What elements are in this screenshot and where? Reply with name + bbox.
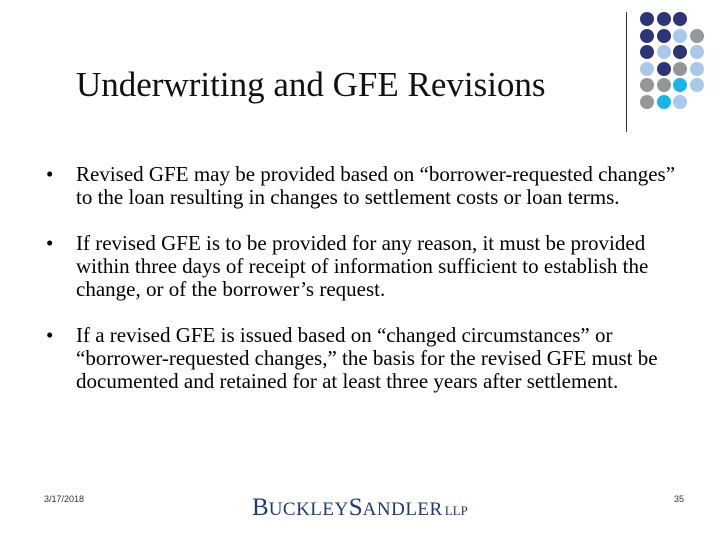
- logo-text-llp: LLP: [444, 503, 468, 518]
- decorative-dot: [657, 12, 671, 26]
- decorative-dot: [690, 62, 704, 76]
- decorative-dot: [673, 78, 687, 92]
- bullet-item: [46, 232, 686, 301]
- decorative-dot: [640, 78, 654, 92]
- decorative-dot: [640, 45, 654, 59]
- logo-letter-b: B: [252, 494, 269, 521]
- decorative-dot: [690, 78, 704, 92]
- decorative-dot: [673, 12, 687, 26]
- decorative-dot: [657, 45, 671, 59]
- bullet-text: If revised GFE is to be provided for any reason, it must be provided within three days of receipt of information sufficient to establish the change, or of the borrower’s request.: [76, 231, 649, 301]
- logo-text-andler: ANDLER: [362, 499, 443, 520]
- decorative-dot: [673, 45, 687, 59]
- bullet-text: If a revised GFE is issued based on “changed circumstances” or “borrower-requested changes,” the basis for the revised GFE must be documented and retained for at least three years after settlement.: [76, 323, 658, 393]
- page-number: 35: [673, 494, 684, 504]
- bullet-item: [46, 163, 686, 209]
- decorative-dot: [657, 62, 671, 76]
- decorative-dot: [690, 29, 704, 43]
- decorative-dot: [640, 29, 654, 43]
- bullet-text: Revised GFE may be provided based on “borrower-requested changes” to the loan resulting in changes to settlement costs or loan terms.: [76, 162, 676, 209]
- decorative-dot: [673, 62, 687, 76]
- decorative-dot: [657, 95, 671, 109]
- decorative-dot: [640, 12, 654, 26]
- logo-letter-s: S: [348, 494, 363, 521]
- bullet-marker: •: [46, 323, 54, 347]
- decorative-dot: [673, 29, 687, 43]
- bullet-marker: •: [46, 162, 54, 186]
- bullet-item: [46, 324, 686, 393]
- decorative-dot: [640, 62, 654, 76]
- logo-text-uckley: UCKLEY: [268, 499, 349, 520]
- decorative-dot: [673, 95, 687, 109]
- buckley-sandler-logo: [252, 494, 468, 524]
- footer-date: 3/17/2018: [44, 494, 85, 504]
- bullet-marker: •: [46, 231, 54, 255]
- bullet-list: [46, 163, 686, 393]
- decorative-dot: [690, 45, 704, 59]
- title-divider-line: [626, 12, 627, 132]
- decorative-dot: [640, 95, 654, 109]
- decorative-dot: [657, 29, 671, 43]
- slide-title: Underwriting and GFE Revisions: [76, 65, 546, 104]
- decorative-dot: [657, 78, 671, 92]
